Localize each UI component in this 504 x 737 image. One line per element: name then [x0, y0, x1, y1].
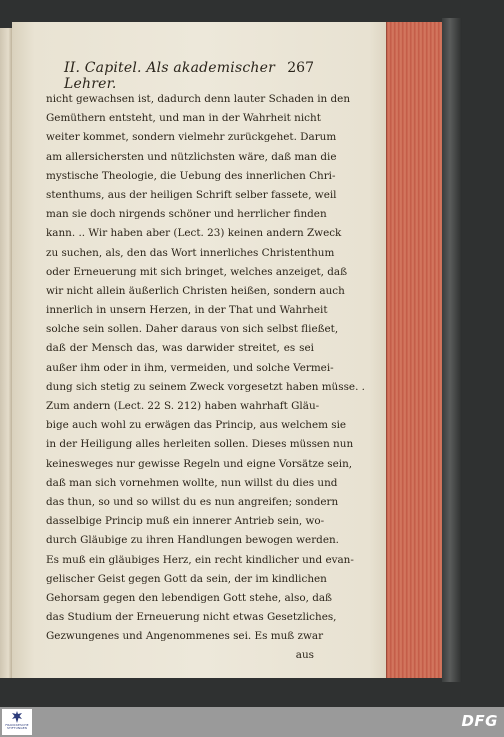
logo-text-line-1: FRANCKESCHE — [5, 723, 29, 727]
text-line: Es muß ein gläubiges Herz, ein recht kindlicher und evan- — [46, 553, 354, 566]
text-line: zu suchen, als, den das Wort innerliches Christenthum — [46, 246, 335, 259]
page-fore-edge — [386, 22, 443, 678]
text-line: oder Erneuerung mit sich bringet, welches anzeiget, daß — [46, 265, 348, 278]
body-text — [46, 90, 365, 666]
text-line: dung sich stetig zu seinem Zweck vorgesetzt haben müsse. . — [46, 380, 365, 393]
text-line: man sie doch nirgends schöner und herrlicher finden — [46, 208, 327, 221]
logo-text-line-2: STIFTUNGEN — [6, 726, 28, 731]
text-line: mystische Theologie, die Uebung des innerlichen Chri- — [46, 169, 336, 182]
text-line: durch Gläubige zu ihren Handlungen bewogen werden. — [46, 534, 339, 547]
text-line: Gehorsam gegen den lebendigen Gott stehe, also, daß — [46, 591, 332, 604]
running-header — [64, 60, 314, 92]
text-line: außer ihm oder in ihm, vermeiden, und solche Vermei- — [46, 361, 334, 374]
text-line: daß der Mensch das, was darwider streitet, es sei — [46, 342, 314, 355]
text-line: innerlich in unsern Herzen, in der That und Wahrheit — [46, 304, 328, 317]
text-line: das thun, so und so willst du es nun angreifen; sondern — [46, 495, 339, 508]
text-line: weiter kommet, sondern vielmehr zurückgehet. Darum — [46, 131, 337, 144]
text-line: stenthums, aus der heiligen Schrift selber fassete, weil — [46, 188, 337, 201]
dfg-logo[interactable]: DFG — [461, 712, 498, 730]
text-line: in der Heiligung alles herleiten sollen. Dieses müssen nun — [46, 438, 354, 451]
text-line: keinesweges nur gewisse Regeln und eigne Vorsätze sein, — [46, 457, 353, 470]
page-number: 267 — [287, 60, 314, 76]
text-line: dasselbige Princip muß ein innerer Antrieb sein, wo- — [46, 515, 325, 528]
text-line: kann. .. Wir haben aber (Lect. 23) keinen andern Zweck — [46, 227, 342, 240]
eagle-icon — [10, 710, 24, 724]
text-line: Gemüthern entsteht, und man in der Wahrheit nicht — [46, 112, 321, 125]
viewer-footer-bar — [0, 707, 504, 737]
left-page-edge — [0, 28, 12, 678]
header-title: II. Capitel. Als akademischer Lehrer. — [64, 60, 275, 92]
text-line: gelischer Geist gegen Gott da sein, der im kindlichen — [46, 572, 327, 585]
text-line: Zum andern (Lect. 22 S. 212) haben wahrhaft Gläu- — [46, 400, 320, 412]
text-line: daß man sich vornehmen wollte, nun willst du dies und — [46, 476, 338, 489]
text-line: aus — [295, 649, 314, 662]
text-line: wir nicht allein äußerlich Christen heißen, sondern auch — [46, 284, 345, 297]
text-line: Gezwungenes und Angenommenes sei. Es muß zwar — [46, 630, 324, 643]
institution-logo[interactable] — [2, 709, 32, 735]
text-line: nicht gewachsen ist, dadurch denn lauter Schaden in den — [46, 93, 351, 105]
text-line: solche sein sollen. Daher daraus von sich selbst fließet, — [46, 323, 339, 336]
text-line: am allersichersten und nützlichsten wäre, daß man die — [46, 150, 337, 163]
text-line: bige auch wohl zu erwägen das Princip, aus welchem sie — [46, 419, 347, 432]
text-line: das Studium der Erneuerung nicht etwas Gesetzliches, — [46, 611, 337, 624]
book-cover-edge — [442, 18, 462, 682]
